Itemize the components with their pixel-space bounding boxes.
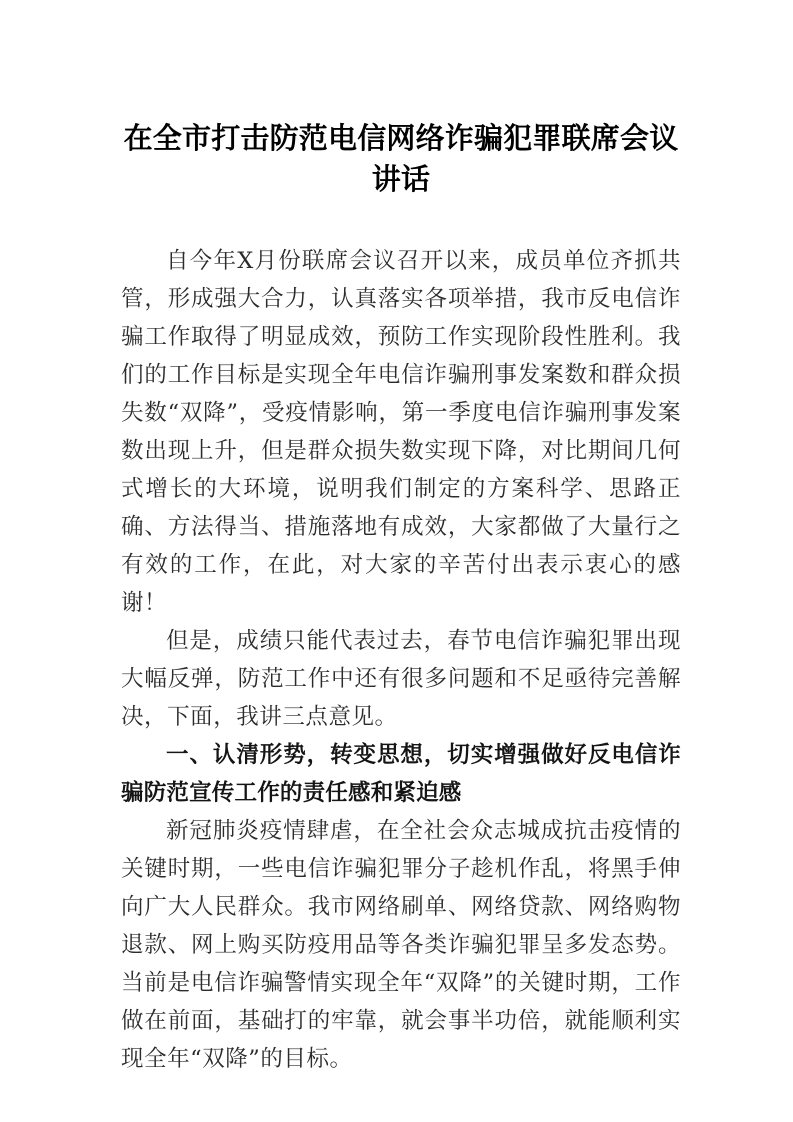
document-body <box>121 118 681 1078</box>
document-title: 在全市打击防范电信网络诈骗犯罪联席会议讲话 <box>123 121 679 196</box>
paragraph-1: 自今年X月份联席会议召开以来，成员单位齐抓共管，形成强大合力，认真落实各项举措，我市反电信诈骗工作取得了明显成效，预防工作实现阶段性胜利。我们的工作目标是实现全年电信诈骗刑事发案数和群众损失数“双降”，受疫情影响，第一季度电信诈骗刑事发案数出现上升，但是群众损失数实现下降，对比期间几何式增长的大环境，说明我们制定的方案科学、思路正确、方法得当、措施落地有成效，大家都做了大量行之有效的工作，在此，对大家的辛苦付出表示衷心的感谢！ <box>121 248 681 616</box>
title-spacer <box>121 200 681 242</box>
paragraph-2: 但是，成绩只能代表过去，春节电信诈骗犯罪出现大幅反弹，防范工作中还有很多问题和不足亟待完善解决，下面，我讲三点意见。 <box>121 628 681 730</box>
section-heading-1: 一、认清形势，转变思想，切实增强做好反电信诈骗防范宣传工作的责任感和紧迫感 <box>121 742 681 806</box>
paragraph-3: 新冠肺炎疫情肆虐，在全社会众志城成抗击疫情的关键时期，一些电信诈骗犯罪分子趁机作乱，将黑手伸向广大人民群众。我市网络刷单、网络贷款、网络购物退款、网上购买防疫用品等各类诈骗犯罪呈多发态势。当前是电信诈骗警情实现全年“双降”的关键时期，工作做在前面，基础打的牢靠，就会事半功倍，就能顺利实现全年“双降”的目标。 <box>121 818 681 1072</box>
